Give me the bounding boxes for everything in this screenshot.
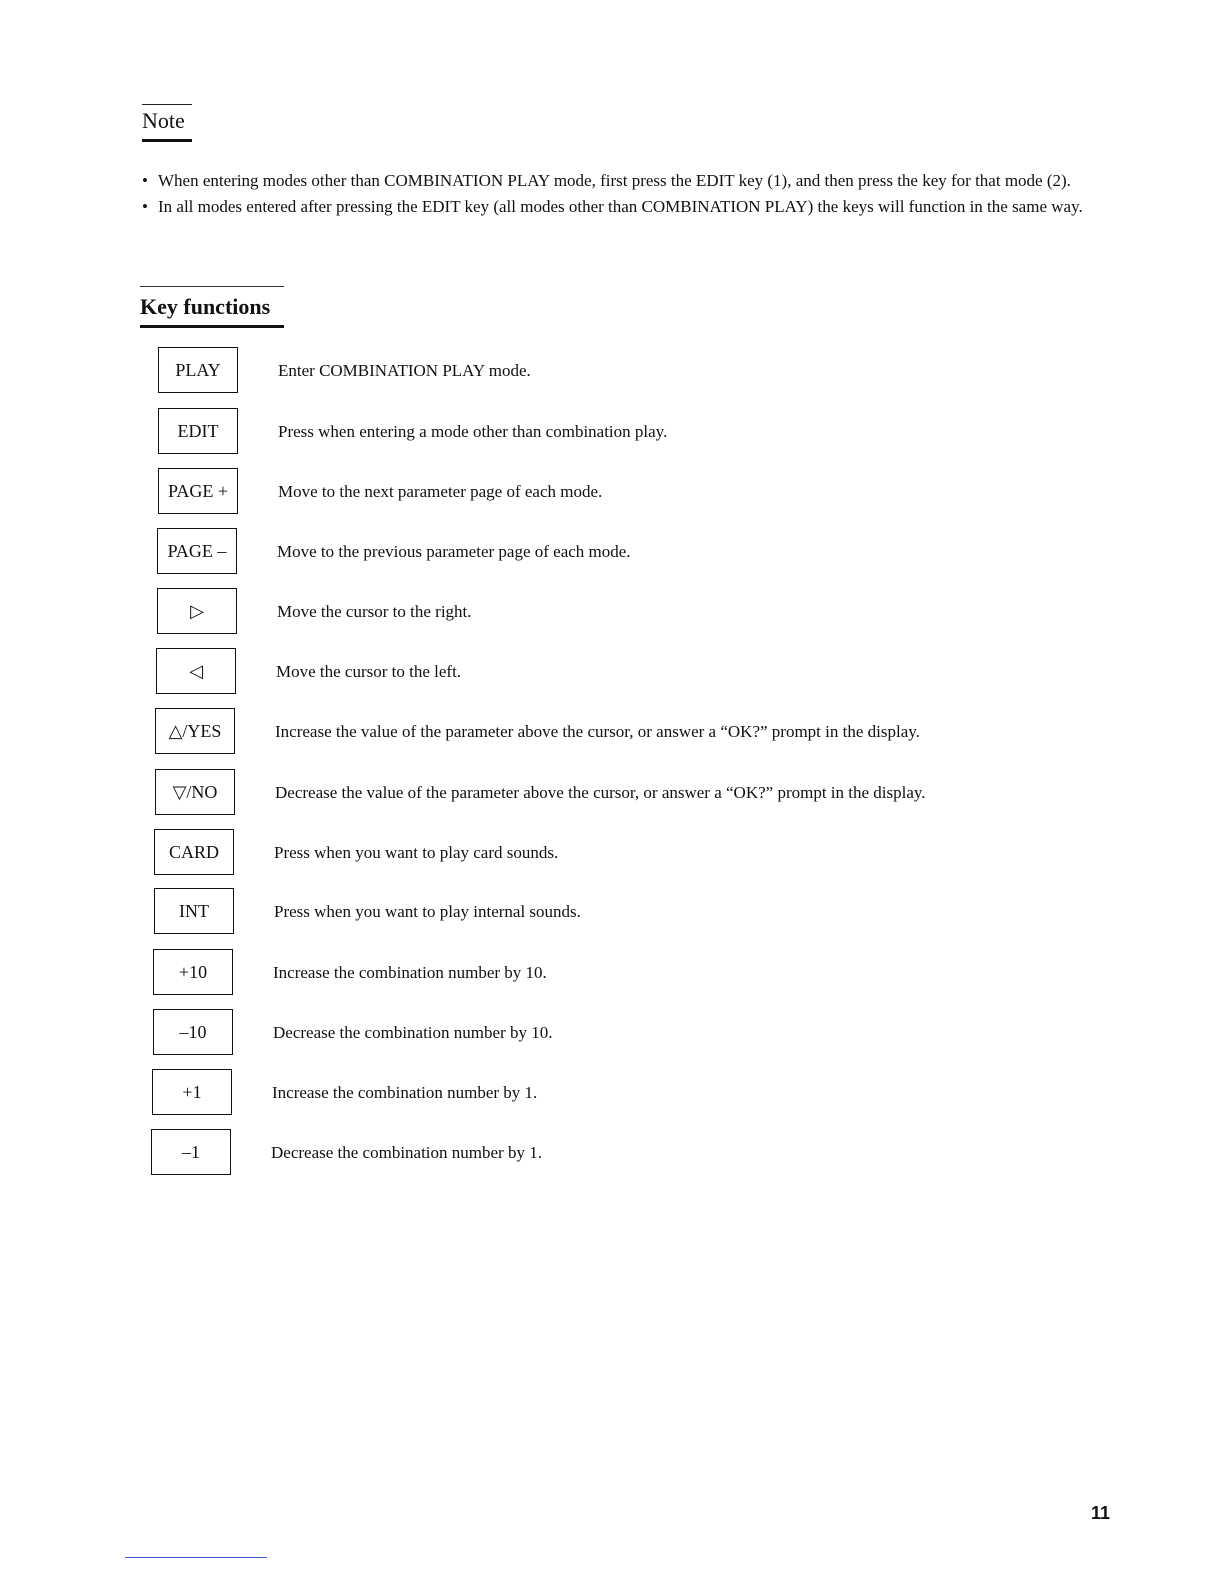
no-key-description: Decrease the value of the parameter above the cursor, or answer a “OK?” prompt in the display. xyxy=(275,783,926,802)
edit-key: EDIT xyxy=(158,408,238,454)
yes-key: △/YES xyxy=(155,708,235,754)
page-plus-key: PAGE + xyxy=(158,468,238,514)
triangle-left-icon: ◁ xyxy=(189,660,203,681)
plus-10-key: +10 xyxy=(153,949,233,995)
card-key: CARD xyxy=(154,829,234,875)
page-minus-key-description: Move to the previous parameter page of each mode. xyxy=(277,542,631,561)
play-key-description: Enter COMBINATION PLAY mode. xyxy=(278,361,531,380)
yes-key-description: Increase the value of the parameter above the cursor, or answer a “OK?” prompt in the display. xyxy=(275,722,920,741)
note-item-text: In all modes entered after pressing the EDIT key (all modes other than COMBINATION PLAY) the keys will function in the same way. xyxy=(158,197,1083,216)
note-title: Note xyxy=(142,108,185,133)
plus-1-key: +1 xyxy=(152,1069,232,1115)
minus-1-key-description: Decrease the combination number by 1. xyxy=(271,1143,542,1162)
note-item-text: When entering modes other than COMBINATION PLAY mode, first press the EDIT key (1), and then press the key for that mode (2). xyxy=(158,171,1071,190)
minus-1-key: –1 xyxy=(151,1129,231,1175)
play-key: PLAY xyxy=(158,347,238,393)
footer-rule xyxy=(125,1557,267,1558)
cursor-right-key xyxy=(157,588,237,634)
key-functions-title: Key functions xyxy=(140,294,271,319)
page-number: 11 xyxy=(1091,1503,1111,1523)
plus-1-key-description: Increase the combination number by 1. xyxy=(272,1083,538,1102)
edit-key-description: Press when entering a mode other than combination play. xyxy=(278,422,668,441)
page-minus-key: PAGE – xyxy=(157,528,237,574)
int-key-description: Press when you want to play internal sounds. xyxy=(274,902,581,921)
minus-10-key-description: Decrease the combination number by 10. xyxy=(273,1023,553,1042)
no-key: ▽/NO xyxy=(155,769,235,815)
cursor-right-key-description: Move the cursor to the right. xyxy=(277,602,472,621)
bullet-icon: • xyxy=(142,197,148,216)
triangle-right-icon: ▷ xyxy=(190,600,204,621)
cursor-left-key-description: Move the cursor to the left. xyxy=(276,662,462,681)
minus-10-key: –10 xyxy=(153,1009,233,1055)
card-key-description: Press when you want to play card sounds. xyxy=(274,843,559,862)
int-key: INT xyxy=(154,888,234,934)
cursor-left-key xyxy=(156,648,236,694)
plus-10-key-description: Increase the combination number by 10. xyxy=(273,963,547,982)
page-plus-key-description: Move to the next parameter page of each mode. xyxy=(278,482,603,501)
bullet-icon: • xyxy=(142,171,148,190)
